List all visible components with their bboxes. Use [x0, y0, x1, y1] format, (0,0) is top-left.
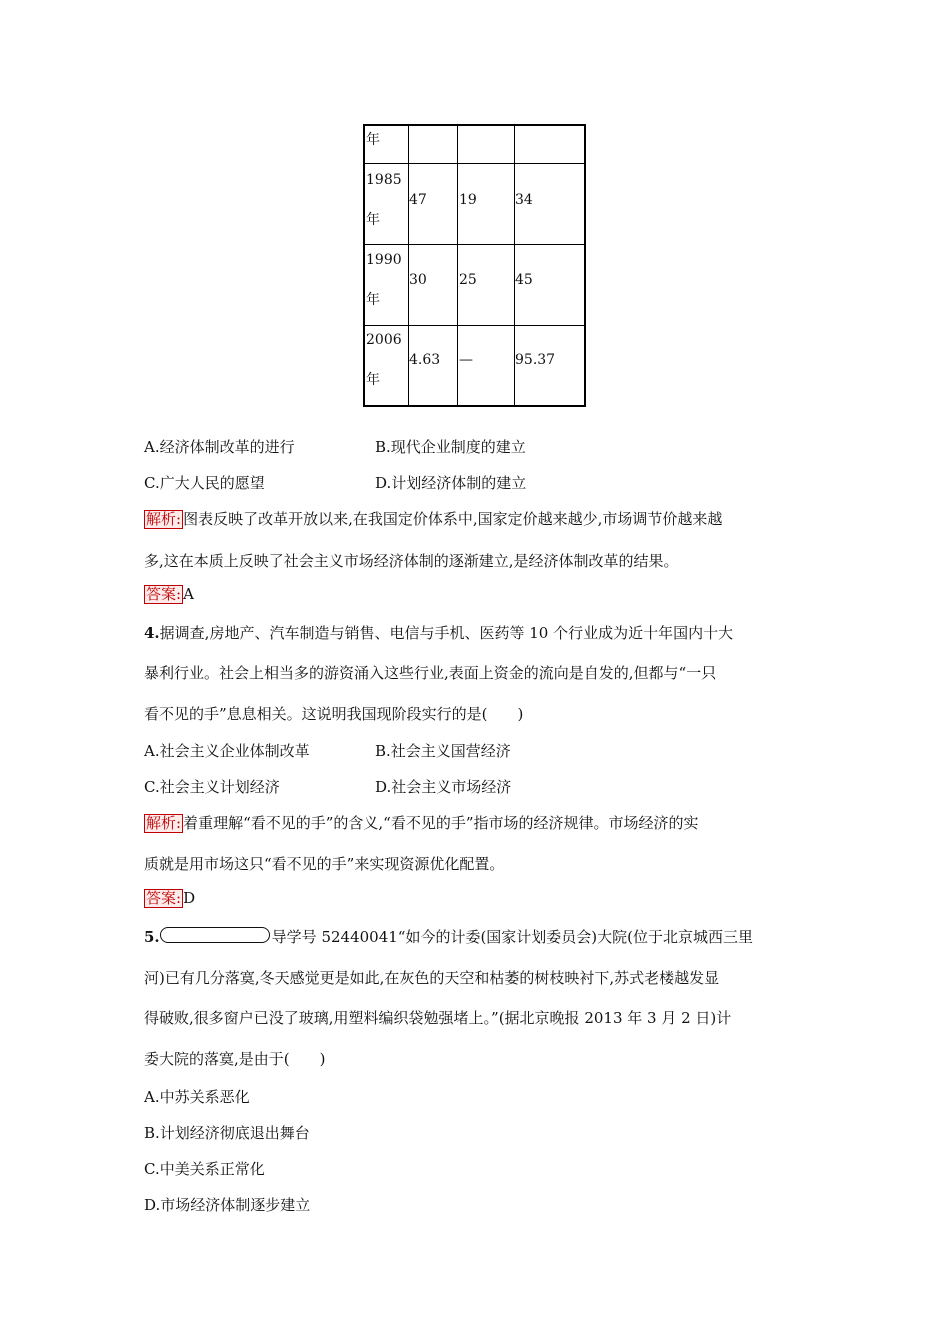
option-d: D.计划经济体制的建立: [375, 474, 527, 492]
table-cell: 4.63: [409, 352, 441, 368]
table-cell: 95.37: [515, 352, 556, 368]
answer-tag: 答案:: [146, 889, 182, 907]
table-cell-year: 年: [366, 212, 380, 228]
question-text: 暴利行业。社会上相当多的游资涌入这些行业,表面上资金的流向是自发的,但都与“一只: [144, 664, 717, 682]
table-cell: 34: [515, 192, 533, 208]
table-divider: [457, 126, 458, 405]
question-text: 得破败,很多窗户已没了玻璃,用塑料编织袋勉强堵上。”(据北京晚报 2013 年 3 月 2 日)计: [144, 1009, 732, 1027]
table-cell-year: 1985: [366, 172, 402, 188]
table-cell-year: 1990: [366, 252, 402, 268]
option-a: A.中苏关系恶化: [144, 1088, 250, 1106]
question-number: 5.: [144, 928, 160, 946]
table-cell: 47: [409, 192, 427, 208]
answer-line: [144, 585, 194, 604]
option-c: C.广大人民的愿望: [144, 474, 265, 492]
table-cell: 30: [409, 272, 427, 288]
blank-box: [160, 927, 270, 943]
table-cell: 45: [515, 272, 533, 288]
table-divider: [365, 325, 584, 326]
question-stem: [144, 926, 753, 947]
answer-line: [144, 889, 195, 908]
question-text: 据调查,房地产、汽车制造与销售、电信与手机、医药等 10 个行业成为近十年国内十大: [159, 624, 734, 642]
option-d: D.市场经济体制逐步建立: [144, 1196, 311, 1214]
question-text: 河)已有几分落寞,冬天感觉更是如此,在灰色的天空和枯萎的树枝映衬下,苏式老楼越发显: [144, 969, 720, 987]
analysis-paragraph: [144, 812, 699, 833]
option-d: D.社会主义市场经济: [375, 778, 512, 796]
table-cell-year: 年: [366, 292, 380, 308]
question-stem: [144, 622, 733, 643]
table-cell: 25: [459, 272, 477, 288]
analysis-text: 质就是用市场这只“看不见的手”来实现资源优化配置。: [144, 855, 505, 873]
option-b: B.社会主义国营经济: [375, 742, 511, 760]
answer-value: A: [183, 585, 194, 603]
question-text: 委大院的落寞,是由于( ): [144, 1050, 326, 1068]
option-b: B.计划经济彻底退出舞台: [144, 1124, 310, 1142]
analysis-tag: 解析:: [146, 814, 182, 832]
table-divider: [365, 163, 584, 164]
answer-tag: 答案:: [146, 585, 182, 603]
analysis-text: 图表反映了改革开放以来,在我国定价体系中,国家定价越来越少,市场调节价越来越: [183, 510, 723, 528]
option-c: C.社会主义计划经济: [144, 778, 280, 796]
table-cell-year: 2006: [366, 332, 402, 348]
analysis-paragraph: [144, 508, 722, 529]
table-cell-year: 年: [366, 132, 380, 148]
table-cell-year: 年: [366, 372, 380, 388]
analysis-text: 着重理解“看不见的手”的含义,“看不见的手”指市场的经济规律。市场经济的实: [183, 814, 699, 832]
option-a: A.社会主义企业体制改革: [144, 742, 310, 760]
table-divider: [365, 244, 584, 245]
question-number: 4.: [144, 624, 160, 642]
option-c: C.中美关系正常化: [144, 1160, 265, 1178]
option-a: A.经济体制改革的进行: [144, 438, 295, 456]
price-table: [363, 124, 586, 407]
table-cell: —: [459, 352, 473, 368]
table-cell: 19: [459, 192, 477, 208]
question-text: 看不见的手”息息相关。这说明我国现阶段实行的是( ): [144, 705, 524, 723]
question-text: 导学号 52440041“如今的计委(国家计划委员会)大院(位于北京城西三里: [271, 928, 754, 946]
analysis-tag: 解析:: [146, 510, 182, 528]
answer-value: D: [183, 889, 196, 907]
option-b: B.现代企业制度的建立: [375, 438, 526, 456]
analysis-text: 多,这在本质上反映了社会主义市场经济体制的逐渐建立,是经济体制改革的结果。: [144, 552, 679, 570]
